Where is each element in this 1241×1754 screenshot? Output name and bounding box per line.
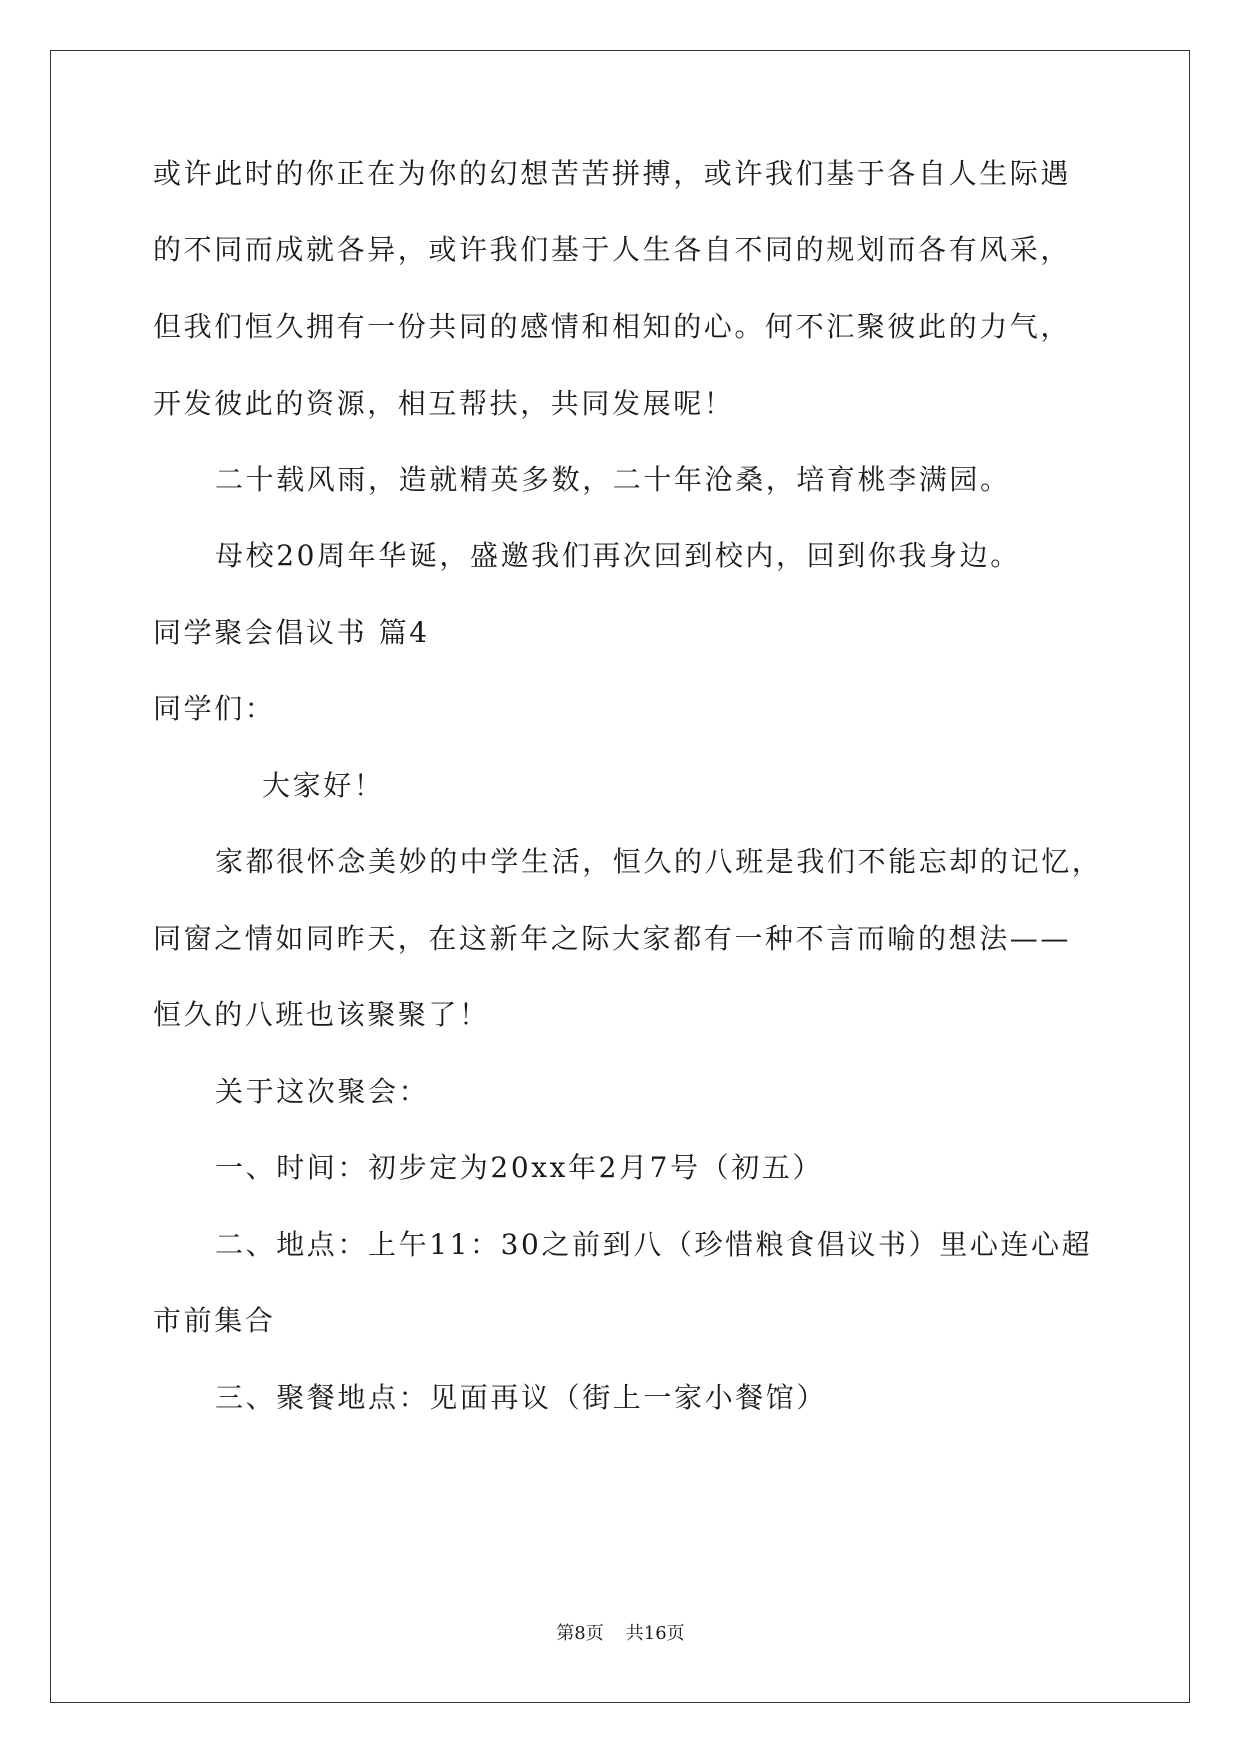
greeting: 大家好！ bbox=[262, 769, 385, 802]
page-number: 第8页 bbox=[556, 1623, 604, 1644]
list-item: 二、地点：上午11：30之前到八（珍惜粮食倡议书）里心连心超 bbox=[215, 1228, 1093, 1261]
salutation: 同学们： bbox=[153, 692, 276, 725]
text-line: 二十载风雨，造就精英多数，二十年沧桑，培育桃李满园。 bbox=[215, 463, 1011, 496]
text-line: 家都很怀念美妙的中学生活，恒久的八班是我们不能忘却的记忆， bbox=[215, 845, 1103, 878]
list-item: 一、时间：初步定为20xx年2月7号（初五） bbox=[215, 1151, 824, 1184]
text-line: 市前集合 bbox=[153, 1304, 276, 1337]
section-heading: 同学聚会倡议书 篇4 bbox=[153, 616, 430, 649]
text-line: 但我们恒久拥有一份共同的感情和相知的心。何不汇聚彼此的力气， bbox=[153, 310, 1072, 343]
text-line: 关于这次聚会： bbox=[215, 1075, 430, 1108]
text-line: 恒久的八班也该聚聚了！ bbox=[153, 998, 490, 1031]
page-total: 共16页 bbox=[625, 1623, 685, 1644]
page-footer bbox=[0, 1622, 1241, 1646]
text-line: 的不同而成就各异，或许我们基于人生各自不同的规划而各有风采， bbox=[153, 233, 1072, 266]
text-line: 母校20周年华诞，盛邀我们再次回到校内，回到你我身边。 bbox=[215, 539, 1021, 572]
text-line: 同窗之情如同昨天，在这新年之际大家都有一种不言而喻的想法—— bbox=[153, 922, 1072, 955]
text-line: 开发彼此的资源，相互帮扶，共同发展呢！ bbox=[153, 387, 735, 420]
text-line: 或许此时的你正在为你的幻想苦苦拼搏，或许我们基于各自人生际遇 bbox=[153, 157, 1072, 190]
list-item: 三、聚餐地点：见面再议（街上一家小餐馆） bbox=[215, 1381, 828, 1414]
